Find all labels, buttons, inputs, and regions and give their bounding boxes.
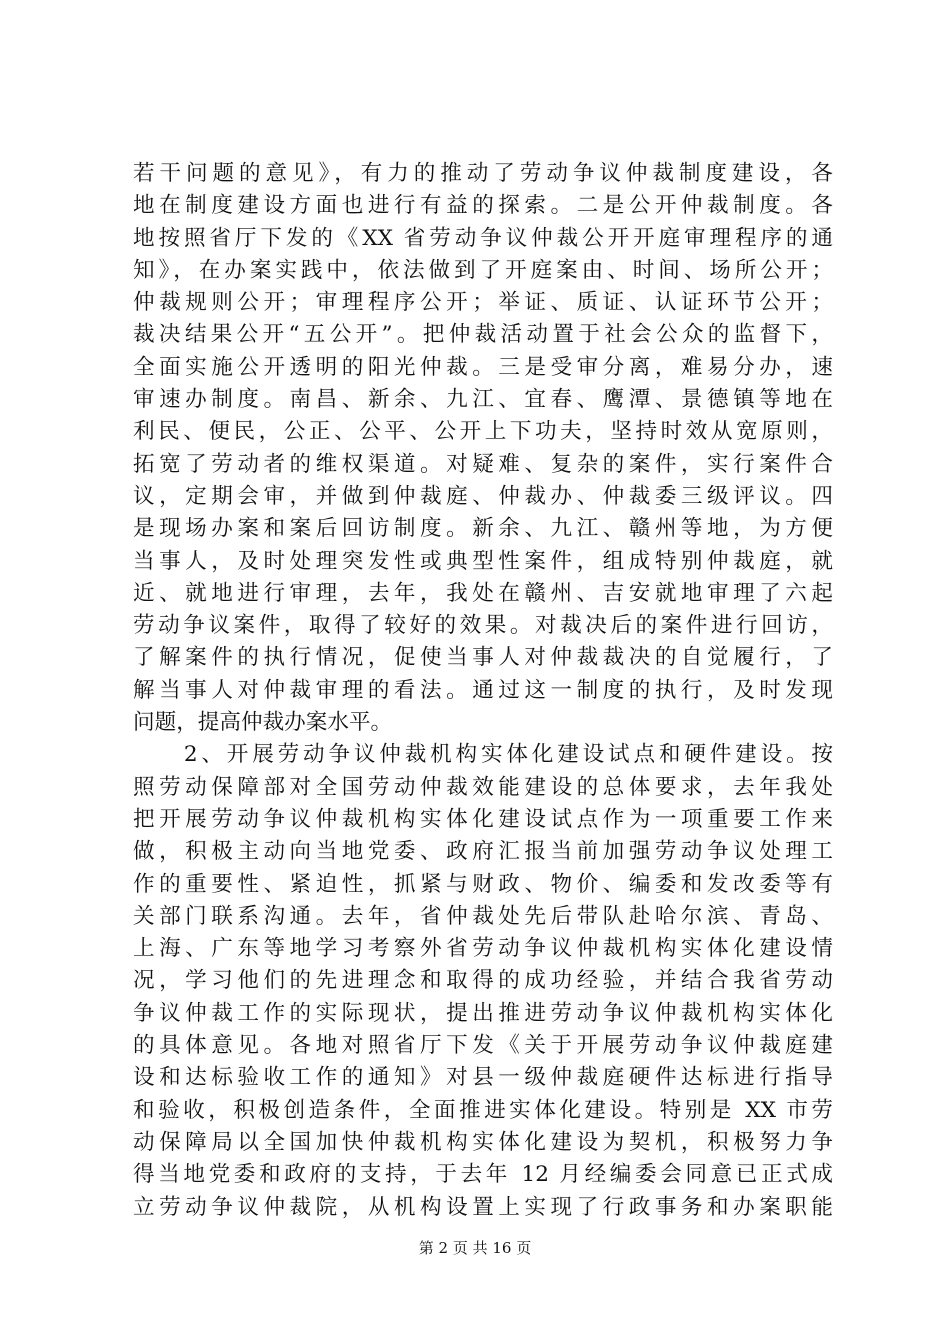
text-line: 照劳动保障部对全国劳动仲裁效能建设的总体要求，去年我处 [133,774,833,800]
text-line: 2、开展劳动争议仲裁机构实体化建设试点和硬件建设。按 [133,742,833,768]
text-line: 上海、广东等地学习考察外省劳动争议仲裁机构实体化建设情 [133,936,833,962]
page-footer: 第 2 页 共 16 页 [418,1239,532,1257]
text-line: 作的重要性、紧迫性，抓紧与财政、物价、编委和发改委等有 [133,871,833,897]
text-line: 是现场办案和案后回访制度。新余、九江、赣州等地，为方便 [133,516,833,542]
body-text [133,158,833,1224]
text-line: 若干问题的意见》，有力的推动了劳动争议仲裁制度建设，各 [133,161,833,186]
text-line: 得当地党委和政府的支持，于去年 12 月经编委会同意已正式成 [133,1162,833,1188]
text-line: 设和达标验收工作的通知》对县一级仲裁庭硬件达标进行指导 [133,1065,833,1091]
text-line: 利民、便民，公正、公平、公开上下功夫，坚持时效从宽原则， [133,419,833,445]
text-line: 裁决结果公开“五公开”。把仲裁活动置于社会公众的监督下， [133,322,833,348]
text-line: 拓宽了劳动者的维权渠道。对疑难、复杂的案件，实行案件合 [133,451,833,477]
text-line: 劳动争议案件，取得了较好的效果。对裁决后的案件进行回访， [133,613,833,639]
text-line: 审速办制度。南昌、新余、九江、宜春、鹰潭、景德镇等地在 [133,387,833,413]
text-line: 问题，提高仲裁办案水平。 [133,710,393,736]
text-line: 争议仲裁工作的实际现状，提出推进劳动争议仲裁机构实体化 [133,1000,833,1026]
text-line: 了解案件的执行情况，促使当事人对仲裁裁决的自觉履行，了 [133,645,833,671]
text-line: 知》，在办案实践中，依法做到了开庭案由、时间、场所公开； [133,257,833,283]
text-line: 况，学习他们的先进理念和取得的成功经验，并结合我省劳动 [133,968,833,994]
text-line: 做，积极主动向当地党委、政府汇报当前加强劳动争议处理工 [133,839,833,865]
text-line: 的具体意见。各地对照省厅下发《关于开展劳动争议仲裁庭建 [133,1033,833,1059]
text-line: 关部门联系沟通。去年，省仲裁处先后带队赴哈尔滨、青岛、 [133,903,833,929]
text-line: 地在制度建设方面也进行有益的探索。二是公开仲裁制度。各 [133,193,833,219]
text-line: 议，定期会审，并做到仲裁庭、仲裁办、仲裁委三级评议。四 [133,483,833,509]
text-line: 近、就地进行审理，去年，我处在赣州、吉安就地审理了六起 [133,580,833,606]
text-line: 和验收，积极创造条件，全面推进实体化建设。特别是 XX 市劳 [133,1097,833,1123]
text-line: 立劳动争议仲裁院，从机构设置上实现了行政事务和办案职能 [133,1194,833,1220]
text-line: 解当事人对仲裁审理的看法。通过这一制度的执行，及时发现 [133,677,833,703]
text-line: 动保障局以全国加快仲裁机构实体化建设为契机，积极努力争 [133,1129,833,1155]
text-line: 当事人，及时处理突发性或典型性案件，组成特别仲裁庭，就 [133,548,833,574]
text-line: 全面实施公开透明的阳光仲裁。三是受审分离，难易分办，速 [133,354,833,380]
text-line: 把开展劳动争议仲裁机构实体化建设试点作为一项重要工作来 [133,806,833,832]
text-line: 地按照省厅下发的《XX 省劳动争议仲裁公开开庭审理程序的通 [133,225,833,251]
text-line: 仲裁规则公开；审理程序公开；举证、质证、认证环节公开； [133,290,833,316]
